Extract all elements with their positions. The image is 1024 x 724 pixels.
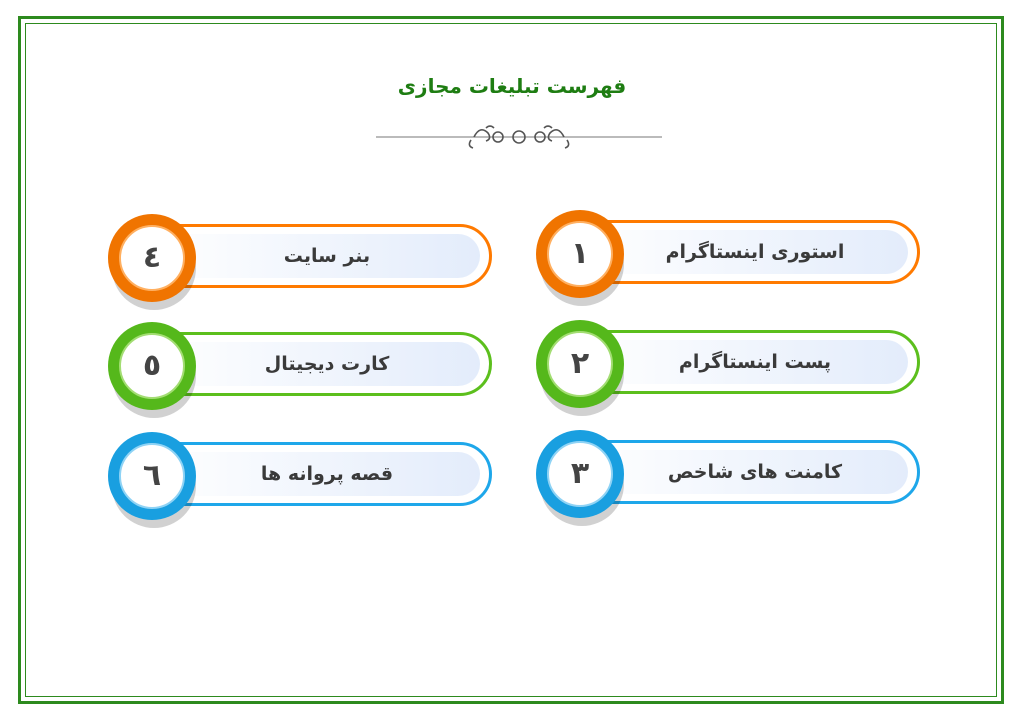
list-item: [536, 428, 928, 528]
item-label: پست اینستاگرام: [678, 351, 832, 373]
item-number: ٥: [142, 348, 162, 383]
list-item: [108, 320, 500, 420]
item-label: کامنت های شاخص: [667, 461, 843, 483]
item-number: ١: [570, 236, 590, 271]
page-title: فهرست تبلیغات مجازی: [397, 74, 627, 98]
item-number: ٤: [142, 240, 162, 275]
item-label: استوری اینستاگرام: [665, 241, 845, 263]
ornament-divider-icon: [376, 120, 662, 152]
item-number: ٦: [142, 458, 162, 493]
list-item: [536, 318, 928, 418]
list-item: [536, 208, 928, 308]
item-label: کارت دیجیتال: [264, 353, 390, 375]
list-item: [108, 212, 500, 312]
item-number: ٣: [570, 456, 590, 491]
item-label: قصه پروانه ها: [260, 463, 394, 485]
list-item: [108, 430, 500, 530]
item-number: ٢: [570, 346, 590, 381]
item-label: بنر سایت: [283, 245, 371, 267]
